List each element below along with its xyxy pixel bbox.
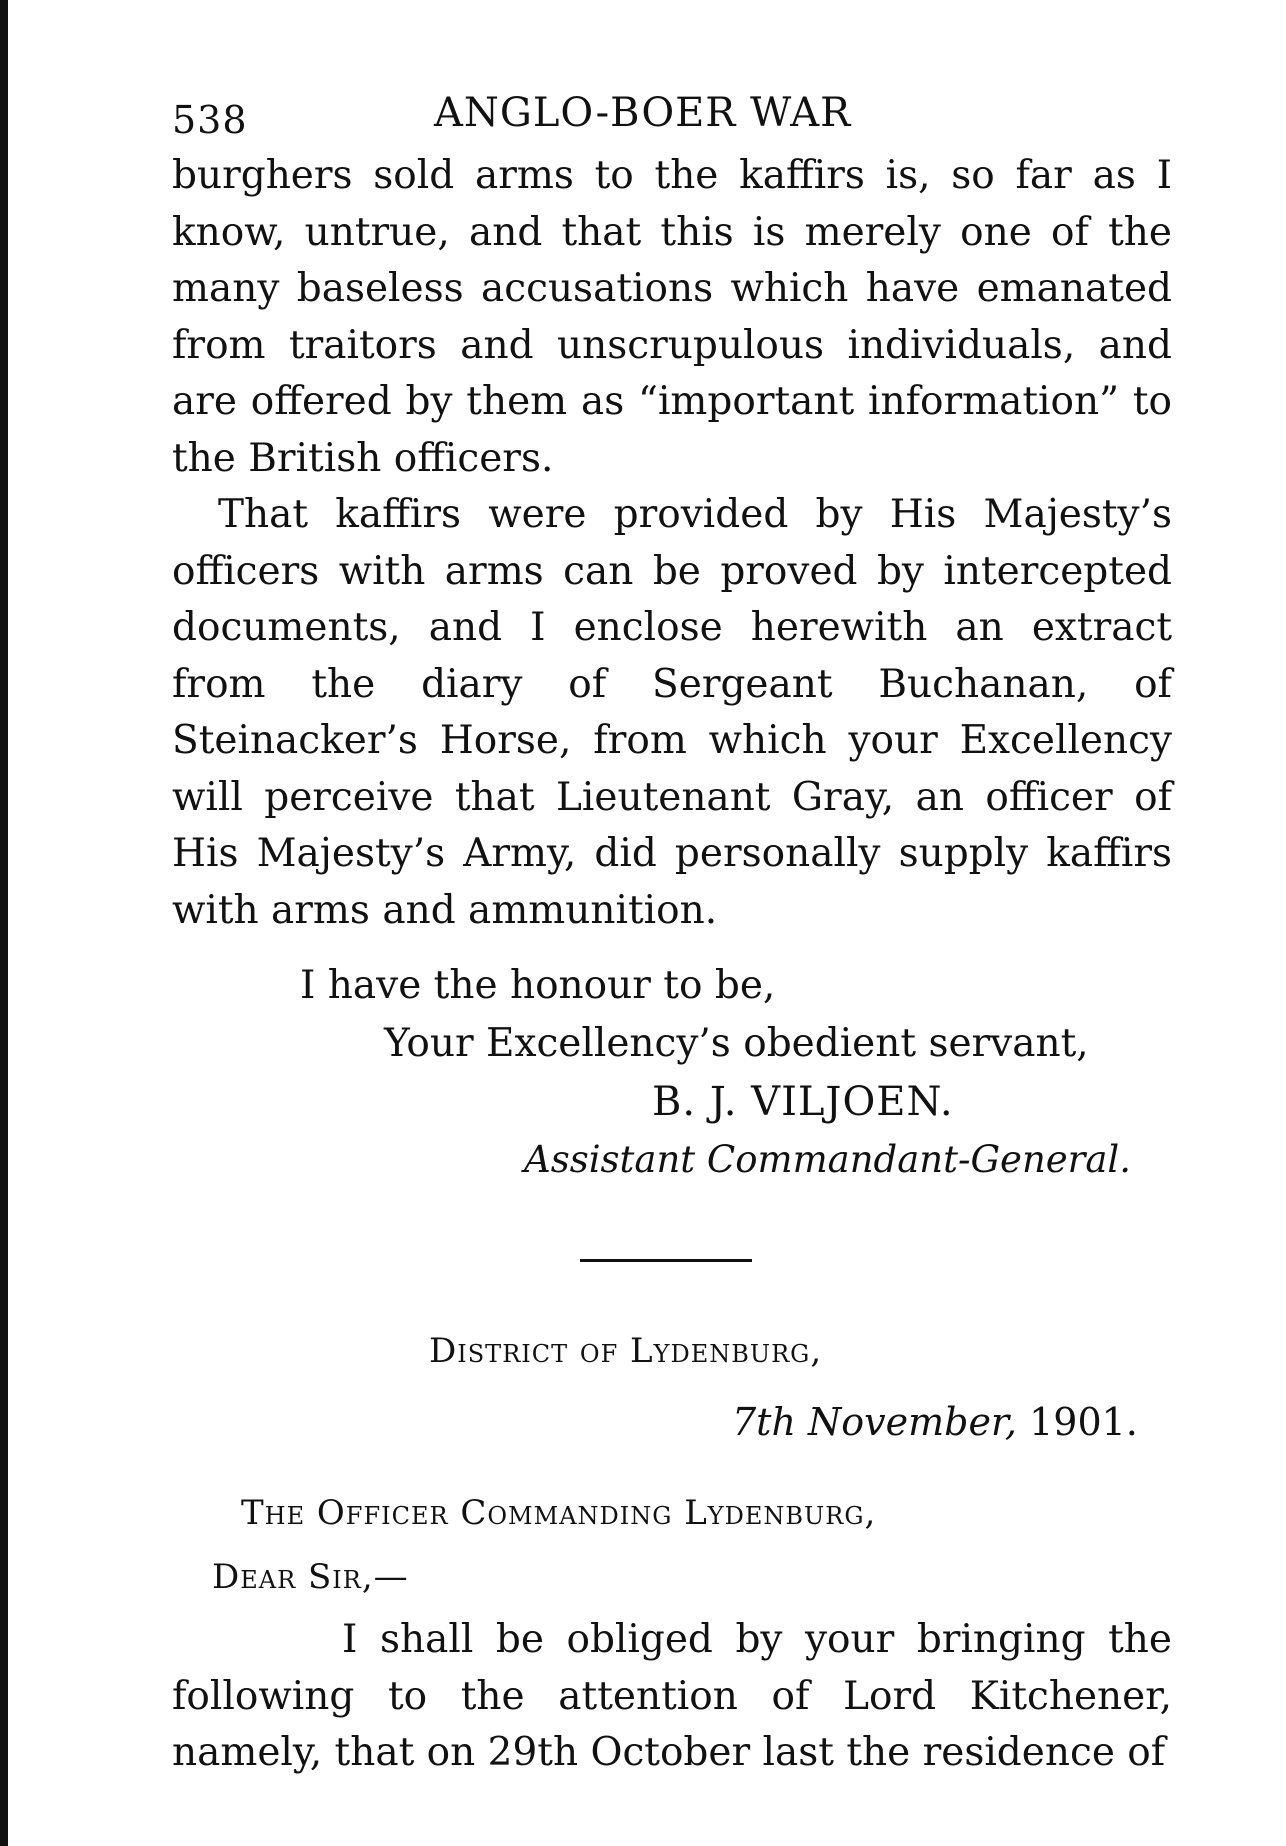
page-number: 538: [172, 98, 248, 142]
closing-line-servant: Your Excellency’s obedient servant,: [384, 1021, 1089, 1066]
letter-addressee: The Officer Commanding Lydenburg,: [241, 1493, 877, 1533]
section-divider: [580, 1259, 752, 1262]
letter-place: District of Lydenburg,: [429, 1331, 823, 1371]
letter-closing: [172, 957, 1172, 1189]
letter-date: [172, 1394, 1172, 1450]
closing-line-honour: I have the honour to be,: [300, 963, 776, 1008]
paragraph-continued: burghers sold arms to the kaffirs is, so far as I know, untrue, and that this is merely one of the many baseless accusations which have emanated from traitors and unscrupulous individuals, and are offered by them as “important information” to the British officers.: [172, 153, 1172, 481]
paragraph-kaffirs-armed: That kaffirs were provided by His Majesty’s officers with arms can be proved by intercepted documents, and I enclose herewith an extract from the diary of Sergeant Buchanan, of Steinacker’s Horse, from which your Excellency will perceive that Lieutenant Gray, an officer of His Majesty’s Army, did personally supply kaffirs with arms and ammunition.: [172, 492, 1172, 933]
letter-date-day-month: 7th November,: [732, 1400, 1017, 1444]
signature-title: Assistant Commandant-General.: [524, 1138, 1132, 1181]
book-page: [172, 88, 1172, 1782]
running-head: [172, 88, 1172, 148]
signature-name: B. J. VILJOEN.: [652, 1079, 954, 1125]
running-head-title: ANGLO-BOER WAR: [434, 90, 852, 136]
letter-date-year: 1901.: [1029, 1400, 1138, 1444]
page-binding-edge: [0, 0, 8, 1846]
letter-salutation: Dear Sir,—: [212, 1557, 409, 1597]
letter-body: I shall be obliged by your bringing the following to the attention of Lord Kitchener, namely, that on 29th October last the residence of: [172, 1617, 1172, 1775]
